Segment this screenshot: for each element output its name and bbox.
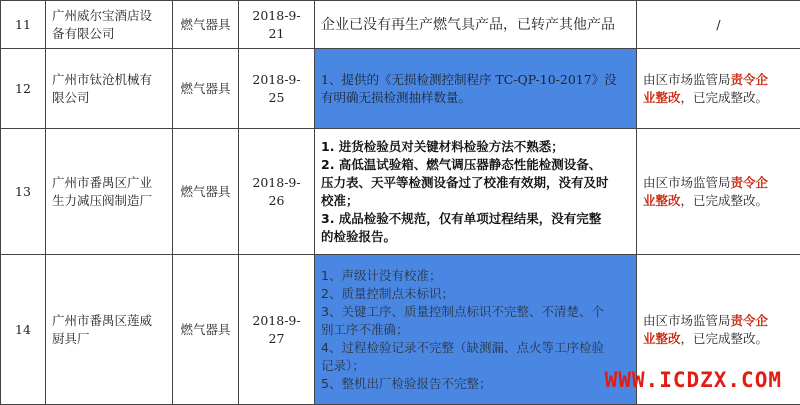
row-number: 12: [1, 49, 46, 129]
row-number: 14: [1, 255, 46, 405]
issue-line: 5、整机出厂检验报告不完整；: [321, 375, 630, 393]
red-emphasis: 责令企: [731, 313, 769, 328]
issue-line: 校准；: [321, 192, 630, 210]
table-row: [1, 1, 800, 49]
company-name-line: 广州威尔宝酒店设: [52, 7, 166, 25]
company-name: [46, 1, 173, 49]
company-name-line: 限公司: [52, 89, 166, 107]
product-category: 燃气器具: [173, 1, 239, 49]
site-watermark: WWW.ICDZX.COM: [605, 368, 782, 392]
result-text-part: ，已完成整改。: [681, 331, 769, 346]
issue-line: 企业已没有再生产燃气具产品，已转产其他产品: [321, 16, 630, 34]
red-emphasis: 业整改: [643, 90, 681, 105]
issue-description: [315, 1, 637, 49]
result-text: [637, 129, 800, 255]
product-category: 燃气器具: [173, 129, 239, 255]
result-text-part: ，已完成整改。: [681, 193, 769, 208]
issue-line: 压力表、天平等检测设备过了校准有效期，没有及时: [321, 174, 630, 192]
result-text: /: [637, 1, 800, 49]
company-name: [46, 129, 173, 255]
company-name-line: 广州市番禺区莲威: [52, 312, 166, 330]
result-text: [637, 49, 800, 129]
company-name: [46, 255, 173, 405]
issue-line: 3、关键工序、质量控制点标识不完整、不清楚、个: [321, 303, 630, 321]
inspection-date: 2018-9-25: [239, 49, 315, 129]
inspection-date: 2018-9-21: [239, 1, 315, 49]
issue-line: 4、过程检验记录不完整（缺测漏、点火等工序检验: [321, 339, 630, 357]
issue-line: 的检验报告。: [321, 228, 630, 246]
red-emphasis: 业整改: [643, 193, 681, 208]
table-row: [1, 49, 800, 129]
product-category: 燃气器具: [173, 49, 239, 129]
company-name-line: 广州市番禺区广业: [52, 174, 166, 192]
red-emphasis: 责令企: [731, 72, 769, 87]
company-name-line: 广州市钛沧机械有: [52, 71, 166, 89]
red-emphasis: 业整改: [643, 331, 681, 346]
issue-description: [315, 49, 637, 129]
product-category: 燃气器具: [173, 255, 239, 405]
issue-description: [315, 255, 637, 405]
company-name-line: 备有限公司: [52, 25, 166, 43]
result-text-part: 由区市场监管局: [643, 175, 731, 190]
issue-line: 2. 高低温试验箱、燃气调压器静态性能检测设备、: [321, 156, 630, 174]
result-text-part: 由区市场监管局: [643, 313, 731, 328]
issue-line: 记录）；: [321, 357, 630, 375]
red-emphasis: 责令企: [731, 175, 769, 190]
table-row: [1, 129, 800, 255]
issue-line: 有明确无损检测抽样数量。: [321, 89, 630, 107]
row-number: 13: [1, 129, 46, 255]
inspection-date: 2018-9-27: [239, 255, 315, 405]
issue-line: 1、声级计没有校准；: [321, 267, 630, 285]
issue-line: 1、提供的《无损检测控制程序 TC-QP-10-2017》没: [321, 71, 630, 89]
issue-line: 别工序不准确；: [321, 321, 630, 339]
issue-line: 2、质量控制点未标识；: [321, 285, 630, 303]
company-name-line: 厨具厂: [52, 330, 166, 348]
company-name-line: 生力减压阀制造厂: [52, 192, 166, 210]
row-number: 11: [1, 1, 46, 49]
issue-description: [315, 129, 637, 255]
inspection-date: 2018-9-26: [239, 129, 315, 255]
result-text-part: 由区市场监管局: [643, 72, 731, 87]
issue-line: 3. 成品检验不规范，仅有单项过程结果，没有完整: [321, 210, 630, 228]
result-text-part: ，已完成整改。: [681, 90, 769, 105]
issue-line: 1. 进货检验员对关键材料检验方法不熟悉；: [321, 138, 630, 156]
company-name: [46, 49, 173, 129]
